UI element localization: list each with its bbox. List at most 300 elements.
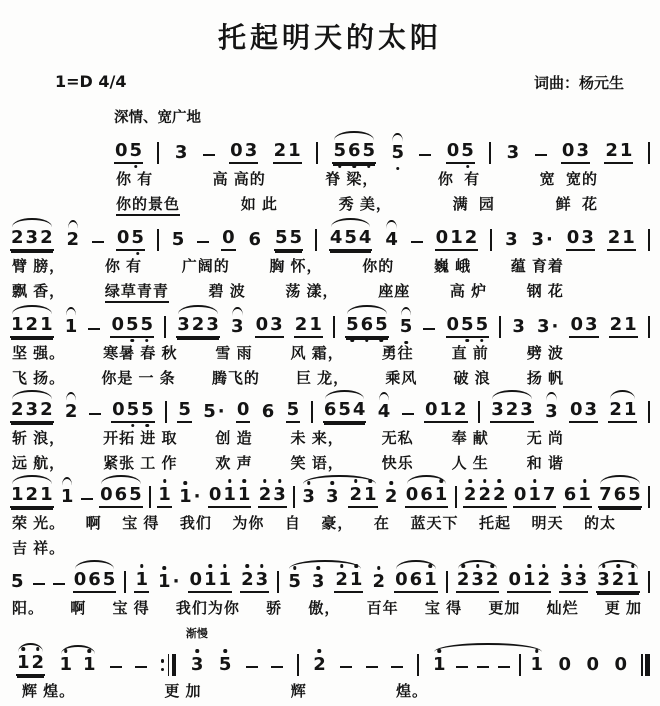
note-token (569, 316, 598, 338)
octave-dot-above (260, 564, 264, 568)
note-digit: 4 (377, 401, 391, 422)
octave-dot-above (209, 564, 213, 568)
lyric-word: 煌。 (395, 683, 428, 700)
octave-dot-above (330, 481, 334, 485)
note-token (559, 571, 588, 593)
note-token (507, 571, 551, 593)
octave-dot-above (490, 564, 494, 568)
lyric-word: 笑 语， (290, 455, 344, 472)
lyric-word: 创 造 (215, 430, 253, 447)
note-digit: 3 (470, 571, 485, 589)
octave-dot-above (535, 649, 539, 653)
notation-line (10, 401, 650, 423)
note-digit: 1 (624, 314, 637, 335)
lyric-word: 满 园 (452, 196, 495, 213)
lyric-word: 和 谐 (526, 455, 564, 472)
note-digit: 3 (25, 227, 39, 248)
note-digit: 1 (218, 571, 233, 589)
lyric-word: 无 尚 (526, 430, 564, 447)
octave-dot-above (579, 564, 583, 568)
lyric-word: 鲜 花 (555, 196, 598, 213)
note-token (384, 488, 399, 508)
slur-group (66, 231, 81, 251)
note-token (59, 656, 74, 676)
slur-group (596, 571, 640, 593)
note-digit: 5 (11, 571, 24, 592)
lyric-word: 巍 峨 (433, 258, 472, 275)
barline-thin (168, 654, 170, 676)
note-digit: 2 (334, 571, 349, 589)
note-digit: 3 (505, 229, 518, 250)
lyric-word: 如 此 (240, 196, 278, 213)
note-digit: · (546, 229, 553, 250)
note-token (301, 488, 316, 508)
note-token (60, 488, 75, 508)
lyric-word: 远 航， (12, 455, 66, 472)
note-token (10, 486, 54, 508)
note-token (504, 231, 519, 251)
lyric-word: 奉 献 (451, 430, 489, 447)
slur-group (377, 403, 392, 423)
note-digit: 2 (66, 229, 80, 250)
note-token (10, 573, 25, 593)
note-digit: 5 (102, 569, 116, 590)
score-system (10, 229, 650, 303)
note-digit: 3 (506, 142, 520, 163)
note-digit: 0 (569, 399, 583, 420)
note-digit: 1 (64, 316, 78, 337)
note-digit: 0 (100, 484, 113, 505)
octave-dot-above (36, 647, 40, 651)
note-token (311, 573, 326, 593)
note-digit: 1 (450, 227, 463, 248)
octave-dot-below (466, 165, 470, 169)
note-token (348, 486, 377, 508)
barline (277, 571, 279, 593)
barline (519, 654, 521, 676)
note-digit: 3 (206, 314, 219, 335)
note-digit: 2 (477, 486, 492, 504)
octave-dot-above (163, 566, 167, 570)
octave-dot-above (140, 564, 144, 568)
octave-dot-above (497, 479, 501, 483)
note-token (236, 401, 251, 423)
note-digit: 0 (73, 569, 87, 590)
barline (333, 316, 335, 338)
note-digit: 5 (460, 142, 475, 160)
note-digit: 0 (566, 227, 580, 248)
octave-dot-below (404, 341, 408, 345)
slur-group (608, 401, 637, 423)
lyric-word: 蓝天下 (410, 515, 459, 532)
lyric-word: 在 (373, 515, 390, 532)
note-token (312, 656, 327, 676)
note-digit: 3 (584, 314, 598, 335)
octave-dot-above (476, 564, 480, 568)
note-token (513, 486, 557, 508)
barline (648, 229, 650, 251)
lyric-word: 扬 帆 (526, 370, 564, 387)
octave-dot-above (438, 649, 442, 653)
score-system (10, 142, 650, 216)
octave-dot-below (351, 339, 355, 343)
note-digit: 0 (395, 569, 408, 590)
octave-dot-above (583, 479, 587, 483)
note-token (174, 144, 189, 164)
note-digit: 0 (115, 140, 128, 161)
note-token (255, 316, 284, 338)
lyric-word: 吉 祥。 (12, 540, 66, 557)
note-digit: 6 (323, 399, 337, 420)
slur-group (287, 571, 363, 593)
octave-dot-above (293, 566, 297, 570)
note-digit: 2 (384, 488, 399, 506)
lyric-word: 人 生 (451, 455, 489, 472)
note-token (614, 656, 629, 676)
note-digit: 4 (352, 399, 366, 420)
barline (417, 654, 419, 676)
barline-thick (172, 654, 177, 676)
note-digit: 0 (570, 314, 583, 335)
note-token (511, 318, 526, 338)
lyric-word: 胸 怀， (269, 258, 323, 275)
note-token (110, 316, 154, 338)
octave-dot-above (483, 479, 487, 483)
lyric-word: 无私 (381, 430, 414, 447)
slur-group (323, 401, 367, 423)
note-digit: 3 (576, 140, 589, 161)
note-token (329, 229, 373, 251)
lyric-line (10, 171, 650, 189)
note-token (157, 486, 172, 508)
note-token (394, 571, 438, 593)
note-digit: 5 (129, 142, 144, 160)
note-digit: 1 (40, 484, 53, 505)
lyric-word: 为你 (232, 515, 265, 532)
barline (446, 571, 448, 593)
note-digit: 0 (112, 399, 125, 420)
barline (164, 316, 166, 338)
slur-group (598, 486, 642, 508)
note-digit: 1 (203, 571, 218, 589)
note-digit: 1 (423, 571, 438, 589)
note-digit: 6 (248, 229, 262, 250)
note-digit: 0 (513, 484, 527, 505)
note-token (563, 486, 592, 508)
note-token (188, 571, 232, 593)
note-digit: 3 (581, 227, 594, 248)
note-digit: · (193, 486, 201, 507)
note-digit: 2 (485, 571, 500, 589)
barline (157, 229, 159, 251)
lyric-word: 钢 花 (526, 283, 564, 300)
lyric-line (10, 683, 650, 701)
lyric-word: 秀 美， (338, 196, 392, 213)
lyric-word: 荣 光。 (12, 515, 66, 532)
note-digit: 1 (157, 486, 172, 504)
barline (478, 401, 480, 423)
lyric-word: 勇往 (381, 345, 414, 362)
note-digit: 5 (126, 401, 141, 419)
octave-dot-above (263, 479, 267, 483)
note-token (240, 571, 269, 593)
note-digit: 3 (325, 488, 340, 506)
note-token (248, 231, 263, 251)
note-digit: 3 (520, 399, 533, 420)
duration-dash (81, 498, 93, 501)
lyric-word: 灿烂 (546, 600, 579, 617)
slur-group (10, 401, 54, 423)
octave-dot-above (565, 564, 569, 568)
note-token (202, 403, 225, 423)
lyric-word: 碧 波 (208, 283, 246, 300)
octave-dot-above (307, 481, 311, 485)
notation-line (10, 486, 650, 508)
duration-dash (88, 328, 100, 331)
barline (124, 571, 126, 593)
note-digit: 2 (11, 399, 24, 420)
lyric-word: 你是 一 条 (101, 370, 176, 387)
tempo-change-label: 渐慢 (185, 628, 208, 640)
lyric-word: 蕴 育着 (510, 258, 564, 275)
lyric-word: 风 霜， (290, 345, 344, 362)
lyric-line (10, 540, 650, 558)
note-digit: 0 (116, 227, 130, 248)
note-digit: · (551, 316, 559, 337)
note-digit: 5 (332, 142, 347, 160)
note-digit: 7 (542, 484, 556, 505)
note-token (64, 403, 79, 423)
notation-line (10, 316, 650, 338)
note-digit: 5 (129, 484, 142, 505)
note-digit: 1 (577, 486, 592, 504)
octave-dot-above (542, 564, 546, 568)
note-token (64, 318, 79, 338)
note-digit: 3 (545, 401, 558, 422)
octave-dot-above (533, 479, 537, 483)
note-digit: 2 (537, 571, 552, 589)
lyric-word: 直 前 (451, 345, 489, 362)
slur-group (176, 316, 220, 338)
slur-group (399, 318, 414, 338)
note-digit: 0 (558, 654, 572, 675)
barline (489, 142, 491, 164)
note-digit: 1 (237, 486, 252, 504)
octave-dot-above (278, 479, 282, 483)
duration-dash (110, 666, 122, 669)
lyric-word: 更 加 (164, 683, 202, 700)
note-digit: 5 (338, 399, 351, 420)
slur-group (345, 316, 389, 338)
barline (316, 142, 318, 164)
barline (165, 401, 167, 423)
notation-line (10, 229, 650, 251)
note-token (608, 401, 637, 423)
note-digit: 1 (625, 571, 640, 589)
note-token (334, 571, 363, 593)
note-digit: 1 (157, 573, 172, 591)
octave-dot-above (64, 649, 68, 653)
lyric-word: 托起 (478, 515, 511, 532)
slur-group (64, 403, 79, 423)
note-digit: 3 (230, 316, 244, 337)
barline (648, 316, 650, 338)
note-digit: 6 (613, 484, 627, 505)
octave-dot-below (145, 339, 149, 343)
note-digit: 1 (527, 486, 542, 504)
note-digit: 1 (619, 140, 633, 161)
lyric-word: 乘风 (385, 370, 418, 387)
note-digit: 6 (347, 142, 362, 160)
barline (648, 486, 650, 508)
duration-dash (423, 328, 435, 331)
note-token (435, 229, 479, 251)
note-token (73, 571, 117, 593)
note-token (456, 571, 500, 593)
octave-dot-below (134, 165, 138, 169)
note-digit: 0 (435, 227, 449, 248)
lyric-word: 啊 (85, 515, 102, 532)
note-digit: 2 (191, 314, 205, 335)
lyric-word: 飘 香， (12, 283, 66, 300)
octave-dot-above (631, 564, 635, 568)
note-digit: 4 (385, 229, 398, 250)
score-system (10, 316, 650, 388)
slur-group (99, 486, 143, 508)
note-digit: 1 (522, 571, 537, 589)
note-digit: 2 (505, 399, 519, 420)
note-digit: 2 (312, 656, 327, 674)
note-token (178, 488, 201, 508)
note-digit: 1 (16, 654, 31, 672)
notation-line (10, 571, 650, 593)
octave-dot-below (146, 424, 150, 428)
note-token (134, 571, 149, 593)
slur-group (390, 144, 405, 164)
lyric-word: 你 有 (104, 258, 143, 275)
note-digit: 2 (40, 399, 53, 420)
note-token (229, 142, 258, 164)
note-token (177, 401, 192, 423)
note-digit: 1 (288, 140, 301, 161)
slur-group (384, 231, 399, 251)
note-token (176, 316, 220, 338)
slur-group (394, 571, 438, 593)
note-token (274, 229, 303, 251)
lyric-word: 荡 漾， (285, 283, 339, 300)
note-digit: 5 (287, 573, 302, 591)
note-token (446, 316, 490, 338)
note-digit: 0 (614, 654, 628, 675)
lyric-line (10, 370, 650, 388)
duration-dash (197, 241, 209, 244)
note-digit: 0 (236, 399, 250, 420)
note-token (345, 316, 389, 338)
note-digit: 5 (289, 227, 302, 248)
note-token (230, 318, 245, 338)
note-token (558, 656, 573, 676)
slur-group (60, 488, 75, 508)
octave-dot-above (228, 479, 232, 483)
octave-dot-above (184, 481, 188, 485)
note-digit: 1 (623, 399, 637, 420)
note-digit: 6 (360, 316, 375, 334)
note-digit: 1 (60, 486, 74, 507)
barline (157, 142, 159, 164)
note-digit: 2 (40, 227, 53, 248)
note-token (66, 231, 81, 251)
note-digit: 3 (244, 140, 258, 161)
slur-group (332, 142, 376, 164)
note-digit: 0 (208, 484, 222, 505)
note-token (569, 401, 598, 423)
note-digit: 4 (329, 227, 343, 248)
lyric-word: 宽 宽的 (539, 171, 598, 188)
barline (648, 401, 650, 423)
note-digit: 3 (25, 399, 39, 420)
note-token (372, 573, 387, 593)
note-digit: 5 (218, 656, 233, 674)
octave-dot-below (365, 339, 369, 343)
lyric-line (10, 430, 650, 448)
note-digit: 3 (491, 399, 504, 420)
slur-group (73, 571, 117, 593)
octave-dot-above (318, 649, 322, 653)
lyric-line (10, 455, 650, 473)
octave-dot-above (354, 479, 358, 483)
lyric-word: 更 加 (604, 600, 642, 617)
lyric-word: 紧张 工 作 (103, 455, 178, 472)
slur-group (10, 229, 54, 251)
octave-dot-above (223, 564, 227, 568)
slur-group (64, 318, 79, 338)
note-token (531, 231, 554, 251)
slur-group (490, 401, 534, 423)
duration-dash (419, 154, 431, 157)
lyric-word: 我们 (179, 515, 212, 532)
final-barline (641, 652, 650, 676)
octave-dot-above (439, 479, 443, 483)
octave-dot-above (88, 649, 92, 653)
repeat-dot (161, 668, 165, 672)
lyric-word: 破 浪 (453, 370, 491, 387)
lyric-word: 臂 膀， (12, 258, 66, 275)
lyric-word: 百年 (366, 600, 399, 617)
note-digit: 2 (273, 140, 287, 161)
note-digit: 5 (140, 401, 155, 419)
octave-dot-above (316, 566, 320, 570)
octave-dot-below (466, 339, 470, 343)
note-digit: 3 (190, 656, 205, 674)
repeat-dots (161, 654, 165, 676)
note-digit: 5 (344, 227, 357, 248)
lyric-word: 傲， (308, 600, 341, 617)
octave-dot-above (246, 564, 250, 568)
note-token (506, 144, 521, 164)
lyric-word: 未 来， (290, 430, 344, 447)
note-token (566, 229, 595, 251)
octave-dot-above (22, 647, 26, 651)
duration-dash (477, 666, 489, 669)
octave-dot-below (367, 165, 371, 169)
note-token (598, 486, 642, 508)
barline (315, 229, 317, 251)
note-token (218, 656, 233, 676)
lyric-word: 的太 (583, 515, 616, 532)
note-digit: 0 (561, 140, 575, 161)
duration-dash (89, 413, 101, 416)
note-token (544, 403, 559, 423)
